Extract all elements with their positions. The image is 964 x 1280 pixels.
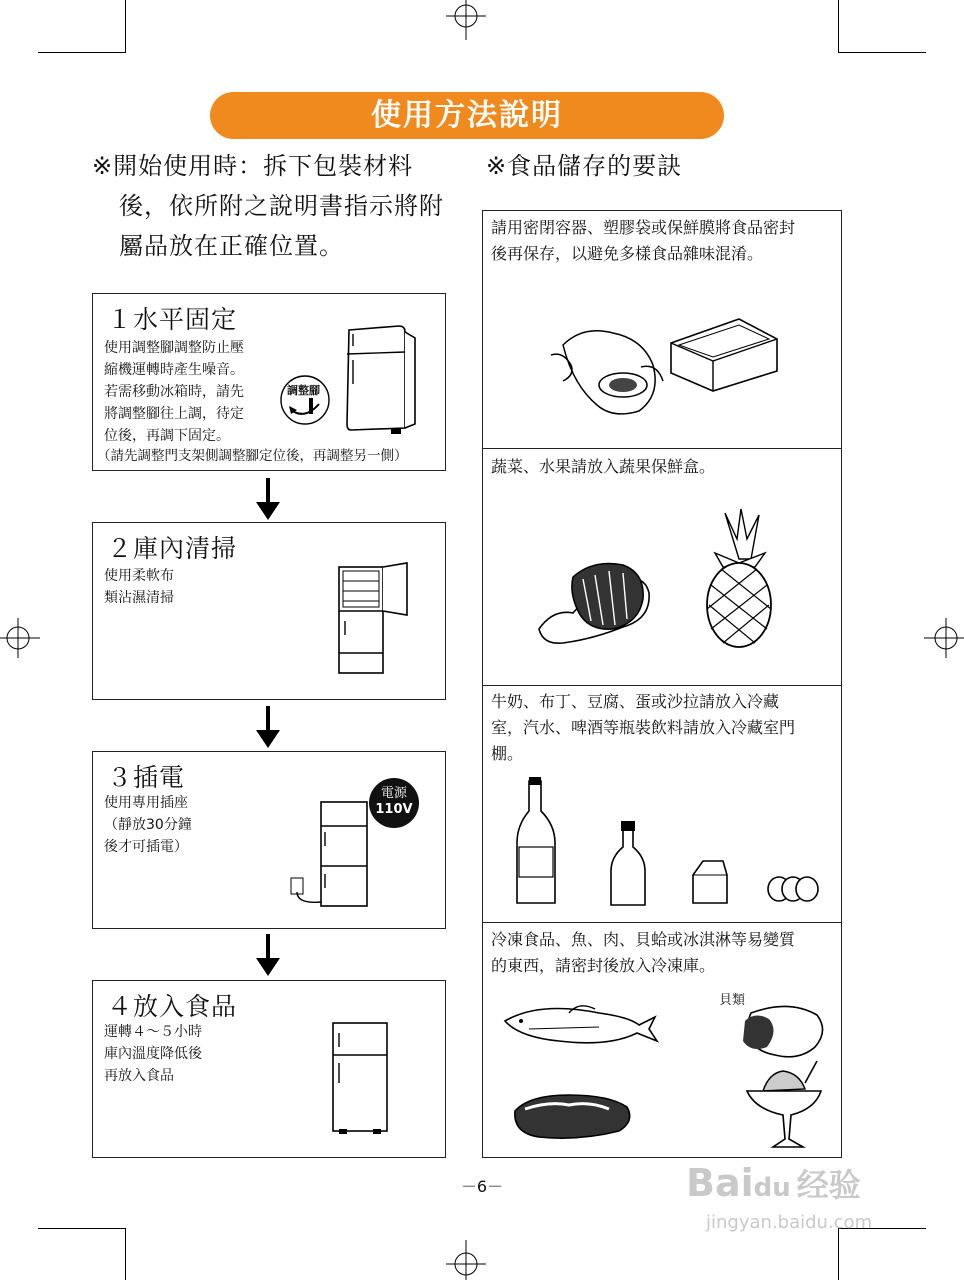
tip-line: 棚。 — [491, 744, 524, 763]
crop-mark — [125, 0, 126, 52]
step-text: 運轉４～５小時 — [104, 1024, 202, 1040]
registration-mark-icon — [924, 612, 964, 664]
step-heading: ３插電 — [107, 763, 186, 792]
tip-divider — [483, 685, 841, 686]
arrow-down-icon — [255, 706, 281, 750]
step-text: （靜放30分鐘 — [104, 817, 192, 833]
step-text: 將調整腳往上調，待定 — [104, 406, 244, 422]
registration-mark-icon — [0, 612, 40, 664]
step-text: 縮機運轉時產生噪音。 — [104, 362, 244, 378]
intro-line: 屬品放在正確位置。 — [119, 232, 344, 260]
intro-line: ※開始使用時：拆下包裝材料 — [92, 152, 414, 180]
step-text: 使用專用插座 — [104, 795, 188, 811]
arrow-down-icon — [255, 478, 281, 522]
crop-mark — [125, 1228, 126, 1280]
watermark-brand-paw: du — [753, 1173, 791, 1203]
page-title: 使用方法說明 — [210, 92, 724, 139]
page-number: －6－ — [460, 1177, 504, 1196]
tip-text — [491, 454, 835, 480]
step-note: （請先調整門支架側調整腳定位後，再調整另一側） — [97, 448, 408, 464]
crop-mark — [38, 1228, 126, 1229]
step-text: 後才可插電） — [104, 839, 188, 855]
frozen-food-illustration — [499, 991, 829, 1157]
tip-line: 後再保存，以避免多樣食品雜味混淆。 — [491, 244, 764, 263]
tip-text — [491, 689, 835, 767]
shellfish-label: 貝類 — [719, 993, 746, 1008]
tip-line: 蔬菜、水果請放入蔬果保鮮盒。 — [491, 457, 716, 476]
crop-mark — [38, 52, 126, 53]
refrigerator-illustration — [331, 1021, 391, 1137]
tip-text — [491, 215, 835, 267]
tip-line: 室，汽水、啤酒等瓶裝飲料請放入冷藏室門 — [491, 718, 796, 737]
power-badge — [369, 778, 419, 828]
tip-line: 牛奶、布丁、豆腐、蛋或沙拉請放入冷藏 — [491, 692, 780, 711]
step-text: 位後，再調下固定。 — [104, 428, 230, 444]
step-text: 使用調整腳調整防止壓 — [104, 340, 244, 356]
registration-mark-icon — [440, 0, 492, 40]
power-badge-label: 電源 — [380, 786, 407, 801]
watermark-suffix: 经验 — [796, 1166, 861, 1204]
tip-divider — [483, 922, 841, 923]
step-text: 庫內溫度降低後 — [104, 1046, 202, 1062]
tip-text — [491, 927, 835, 979]
pineapple-illustration — [695, 509, 785, 649]
refrigerator-illustration — [341, 324, 421, 436]
watermark-logo — [686, 1160, 861, 1206]
intro-text — [92, 146, 462, 266]
step-4-box — [92, 980, 446, 1158]
step-2-box — [92, 522, 446, 700]
crop-mark — [838, 0, 839, 52]
vegetable-illustration — [533, 549, 653, 649]
step-text: 若需移動冰箱時，請先 — [104, 384, 244, 400]
watermark-brand: Bai — [686, 1161, 754, 1205]
adjustment-foot-label: 調整腳 — [287, 384, 320, 397]
step-heading: １水平固定 — [107, 305, 238, 334]
step-1-box — [92, 293, 446, 471]
crop-mark — [838, 52, 926, 53]
step-heading: ４放入食品 — [107, 992, 238, 1021]
step-heading: ２庫內清掃 — [107, 534, 238, 563]
step-text: 再放入食品 — [104, 1068, 174, 1084]
open-refrigerator-illustration — [335, 563, 415, 679]
beverages-illustration — [511, 777, 831, 907]
crop-mark — [838, 1228, 839, 1280]
step-text: 類沾濕清掃 — [104, 590, 174, 606]
power-badge-voltage: 110V — [375, 802, 413, 817]
tip-line: 的東西，請密封後放入冷凍庫。 — [491, 956, 716, 975]
intro-line: 後，依所附之說明書指示將附 — [119, 192, 444, 220]
sealed-container-illustration — [543, 315, 783, 425]
tip-divider — [483, 448, 841, 449]
tip-line: 請用密閉容器、塑膠袋或保鮮膜將食品密封 — [491, 218, 796, 237]
arrow-down-icon — [255, 934, 281, 978]
step-3-box — [92, 751, 446, 929]
step-text: 使用柔軟布 — [104, 568, 174, 584]
registration-mark-icon — [440, 1240, 492, 1280]
watermark-url: jingyan.baidu.com — [706, 1212, 873, 1233]
tips-box — [482, 210, 842, 1158]
tips-heading: ※食品儲存的要訣 — [486, 152, 683, 180]
tip-line: 冷凍食品、魚、肉、貝蛤或冰淇淋等易變質 — [491, 930, 796, 949]
